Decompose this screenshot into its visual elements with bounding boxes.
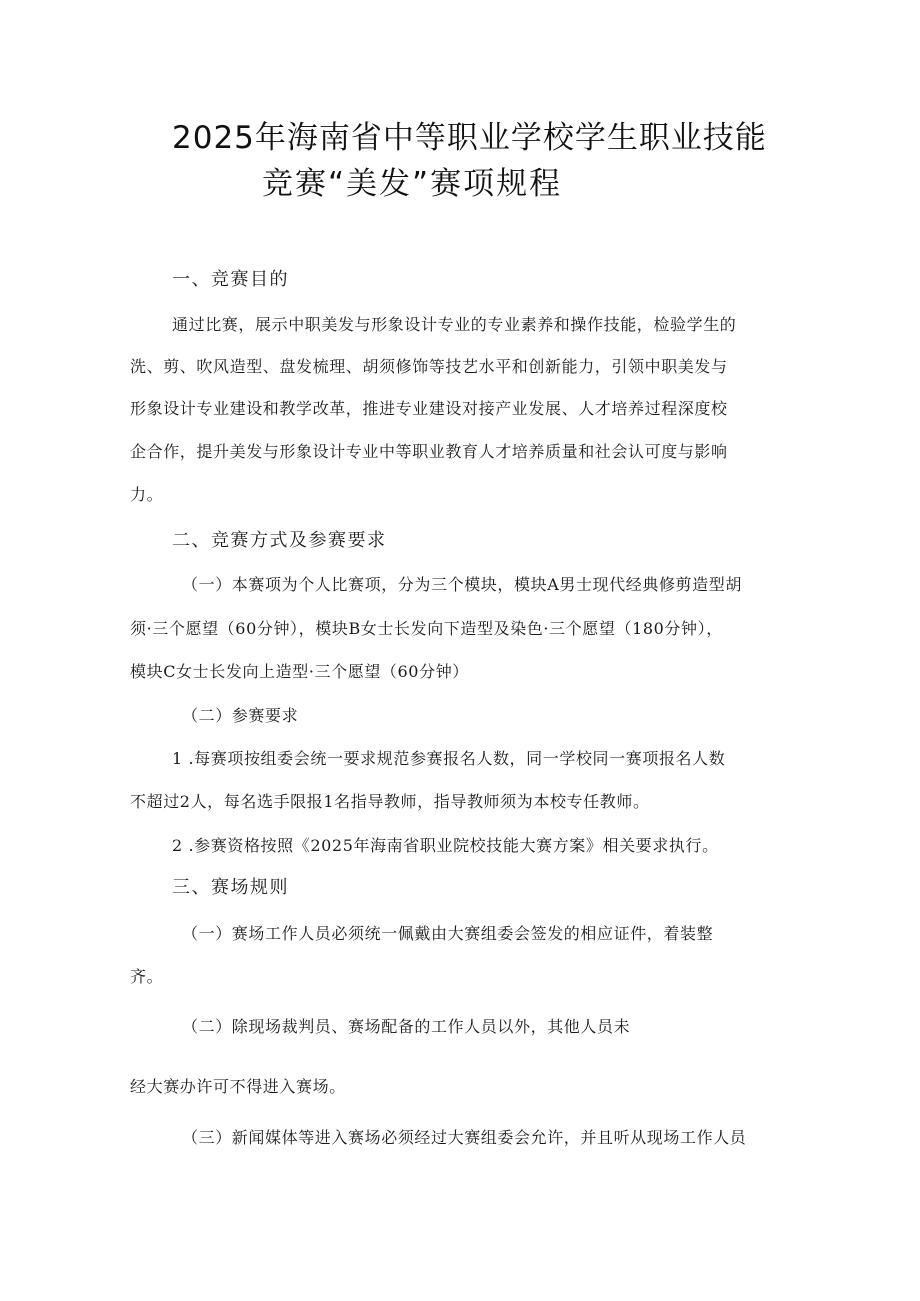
rule-2-line: 经大赛办许可不得进入赛场。 [130,1077,346,1096]
document-title-line-2: 竞赛“美发”赛项规程 [262,166,563,202]
section-1-paragraph-line: 形象设计专业建设和教学改革，推进专业建设对接产业发展、人才培养过程深度校 [130,399,728,418]
section-1-paragraph-line: 洗、剪、吹风造型、盘发梳理、胡须修饰等技艺水平和创新能力，引领中职美发与 [130,357,728,376]
rule-1-line: （一）赛场工作人员必须统一佩戴由大赛组委会签发的相应证件，着装整 [182,924,714,943]
requirement-1-line: 不超过2人，每名选手限报1名指导教师，指导教师须为本校专任教师。 [130,792,650,811]
rule-2-line: （二）除现场裁判员、赛场配备的工作人员以外，其他人员未 [182,1017,631,1036]
section-2-item-2-heading: （二）参赛要求 [182,706,299,725]
section-1-paragraph-line: 企合作，提升美发与形象设计专业中等职业教育人才培养质量和社会认可度与影响 [130,442,728,461]
section-1-paragraph-line: 通过比赛，展示中职美发与形象设计专业的专业素养和操作技能，检验学生的 [172,315,737,334]
section-3-heading: 三、赛场规则 [172,877,289,898]
section-2-item-1-line: 须·三个愿望（60分钟），模块B女士长发向下造型及染色·三个愿望（180分钟）， [130,619,723,638]
requirement-1-line: 1 .每赛项按组委会统一要求规范参赛报名人数，同一学校同一赛项报名人数 [172,749,726,768]
section-1-paragraph-line: 力。 [130,485,164,504]
section-2-item-1-line: 模块C女士长发向上造型·三个愿望（60分钟） [130,662,469,681]
section-1-heading: 一、竞赛目的 [172,269,289,290]
requirement-2-line: 2 .参赛资格按照《2025年海南省职业院校技能大赛方案》相关要求执行。 [172,836,719,855]
section-2-item-1-line: （一）本赛项为个人比赛项，分为三个模块，模块A男士现代经典修剪造型胡 [182,575,742,594]
rule-1-line: 齐。 [130,967,164,986]
rule-3-line: （三）新闻媒体等进入赛场必须经过大赛组委会允许，并且听从现场工作人员 [182,1128,747,1147]
section-2-heading: 二、竞赛方式及参赛要求 [172,530,387,551]
document-title-line-1: 2025年海南省中等职业学校学生职业技能 [172,120,767,156]
